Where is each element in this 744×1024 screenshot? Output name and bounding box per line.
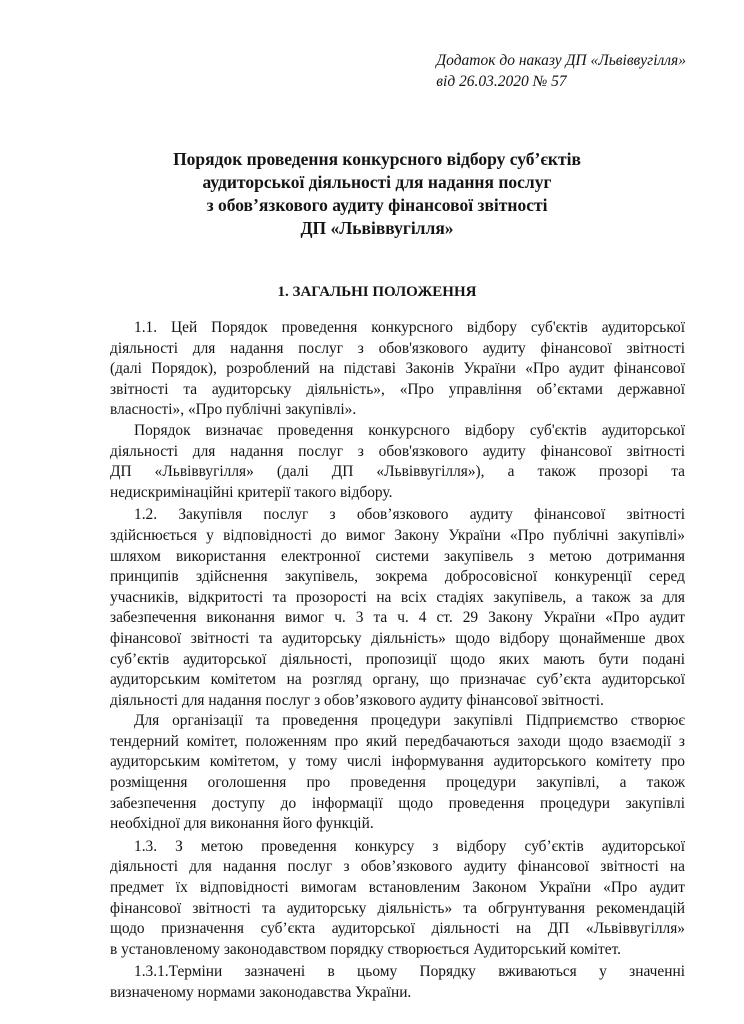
paragraph-line: (далі Порядок), розроблений на підставі Законів України «Про аудит фінансової (110, 360, 685, 378)
paragraph-line: звітності та аудиторську діяльність», «Про управління об’єктами державної (110, 380, 685, 398)
paragraph-line: діяльності для надання послуг з обов'язкового аудиту фінансової звітності (110, 442, 685, 460)
title-line: з обов’язкового аудиту фінансової звітності (206, 195, 548, 215)
paragraph-line: 1.3.1.Терміни зазначені в цьому Порядку вживаються у значенні (134, 963, 685, 981)
title-line: ДП «Львіввугілля» (300, 218, 454, 238)
paragraph-line: тендерний комітет, положенням про який передбачаються заходи щодо взаємодії з (110, 732, 685, 750)
title-line: Порядок проведення конкурсного відбору суб’єктів (173, 149, 581, 169)
paragraph-line: фінансової звітності та аудиторську діяльність» щодо відбору щонайменше двох (110, 629, 685, 647)
paragraph-line: недискримінаційні критерії такого відбору. (110, 483, 393, 501)
paragraph-line: фінансової звітності та аудиторську діяльність» та обгрунтування рекомендацій (110, 899, 685, 917)
paragraph-line: 1.3. З метою проведення конкурсу з відбору суб’єктів аудиторської (134, 837, 685, 855)
paragraph-line: забезпечення виконання вимог ч. 3 та ч. 4 ст. 29 Закону України «Про аудит (110, 609, 685, 627)
annex-line-2: від 26.03.2020 № 57 (436, 73, 567, 90)
paragraph-line: розміщення оголошення про проведення процедури закупівлі, а також (110, 774, 685, 792)
paragraph-line: учасників, відкритості та прозорості на всіх стадіях закупівель, а також за для (110, 588, 685, 606)
paragraph-p-1-3-1 (110, 962, 685, 1003)
section-heading: 1. ЗАГАЛЬНІ ПОЛОЖЕННЯ (277, 284, 477, 300)
paragraph-line: суб’єктів аудиторської діяльності, пропозиції щодо яких мають бути подані (110, 650, 685, 668)
paragraph-line: діяльності для надання послуг з обов’язкового аудиту фінансової звітності на (110, 858, 685, 876)
paragraph-line: щодо призначення суб’єкта аудиторської діяльності на ДП «Львіввугілля» (110, 920, 685, 938)
paragraph-line: аудиторським комітетом, у тому числі інформування аудиторського комітету про (110, 753, 685, 771)
paragraph-line: діяльності для надання послуг з обов'язкового аудиту фінансової звітності (110, 339, 685, 357)
paragraph-line: ДП «Львіввугілля» (далі ДП «Львіввугілля»), а також прозорі та (110, 463, 685, 481)
paragraph-line: визначеному нормами законодавства України. (110, 984, 412, 1001)
paragraph-line: шляхом використання електронної системи закупівель з метою дотримання (110, 547, 685, 565)
paragraph-line: Порядок визначає проведення конкурсного відбору суб'єктів аудиторської (134, 421, 685, 439)
annex-note (436, 50, 686, 92)
paragraph-line: предмет їх відповідності вимогам встановленим Законом України «Про аудит (110, 879, 685, 897)
document-title (60, 148, 694, 240)
paragraph-p-1-2 (110, 505, 685, 711)
paragraph-p-1-2b (110, 711, 685, 835)
paragraph-line: принципів здійснення закупівель, зокрема добросовісної конкуренції серед (110, 568, 685, 586)
paragraph-line: аудиторським комітетом на розгляд органу, що призначає суб’єкта аудиторської (110, 671, 685, 689)
paragraph-line: 1.1. Цей Порядок проведення конкурсного відбору суб'єктів аудиторської (134, 319, 685, 336)
paragraph-p-1-1 (110, 318, 685, 421)
paragraph-p-1-1b (110, 421, 685, 503)
document-body (110, 318, 685, 1004)
paragraph-line: необхідної для виконання його функцій. (110, 815, 374, 833)
paragraph-line: забезпечення доступу до інформації щодо проведення процедури закупівлі (110, 794, 685, 812)
annex-line-1: Додаток до наказу ДП «Львіввугілля» (436, 52, 686, 69)
paragraph-line: Для організації та проведення процедури закупівлі Підприємство створює (134, 712, 685, 730)
paragraph-line: 1.2. Закупівля послуг з обов’язкового аудиту фінансової звітності (134, 506, 685, 524)
title-line: аудиторської діяльності для надання послуг (202, 172, 552, 192)
paragraph-p-1-3 (110, 837, 685, 961)
paragraph-line: власності», «Про публічні закупівлі». (110, 401, 357, 419)
paragraph-line: в установленому законодавством порядку створюється Аудиторський комітет. (110, 940, 621, 958)
paragraph-line: діяльності для надання послуг з обов’язкового аудиту фінансової звітності. (110, 691, 604, 709)
paragraph-line: здійснюється у відповідності до вимог Закону України «Про публічні закупівлі» (110, 526, 685, 544)
